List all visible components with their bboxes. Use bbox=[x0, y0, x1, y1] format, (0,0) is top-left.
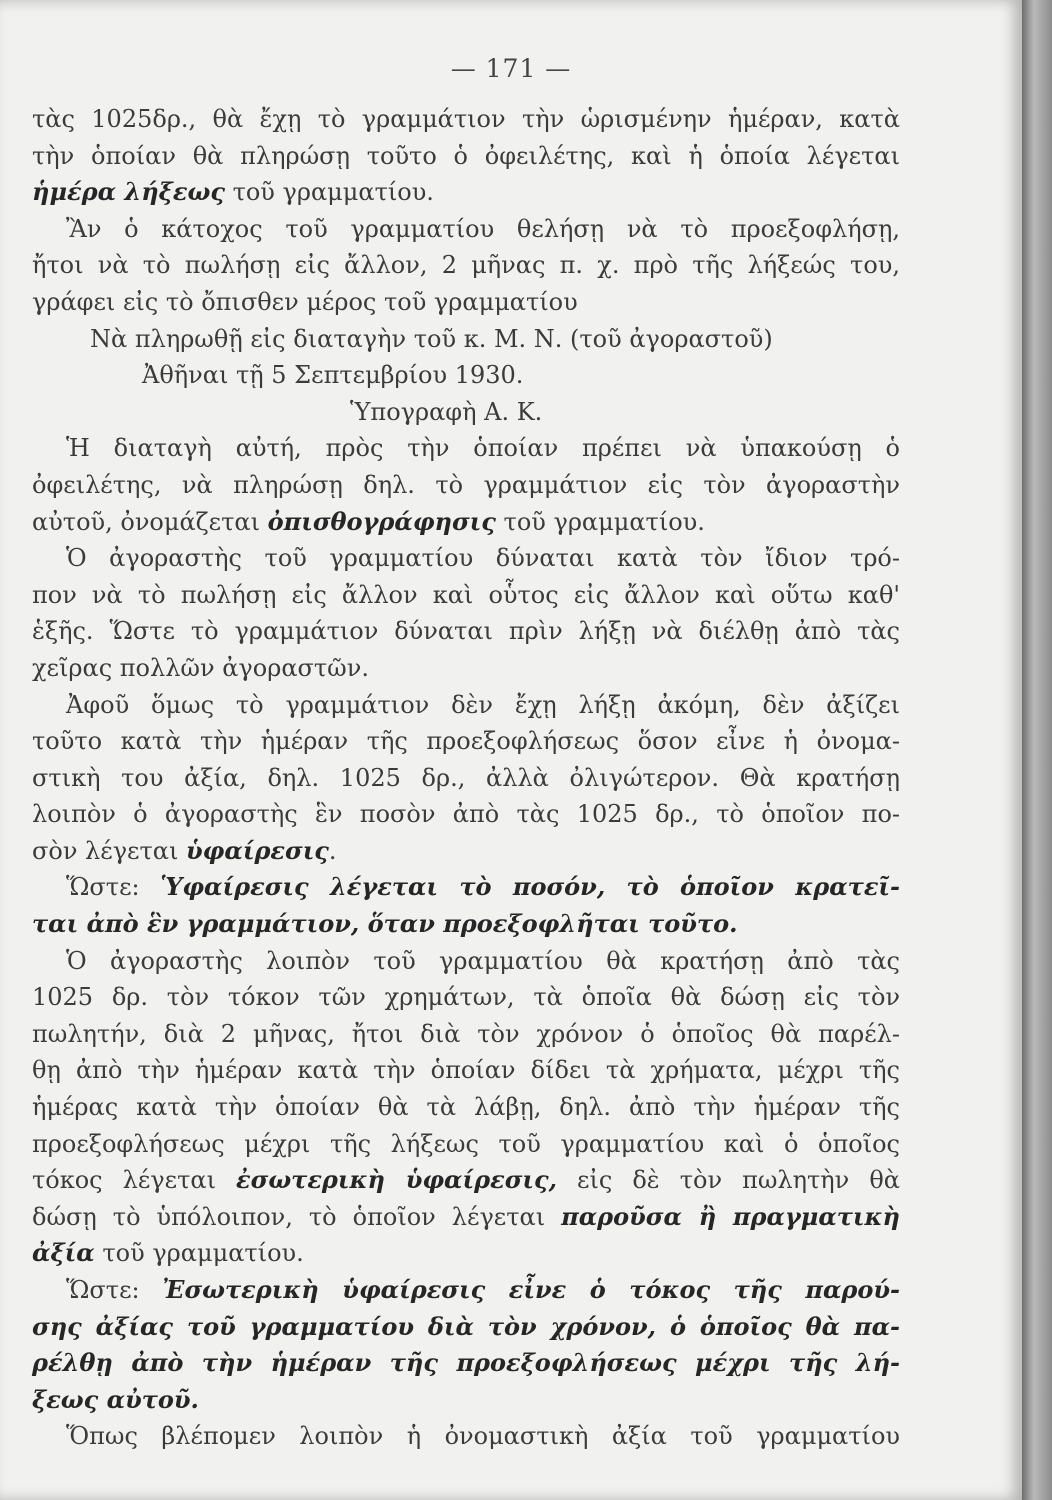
line-text: 1025 δρ. τὸν τόκον τῶν χρημάτων, τὰ ὁποῖα θὰ δώσῃ εἰς τὸν bbox=[32, 983, 900, 1012]
line-text: τοῦτο κατὰ τὴν ἡμέραν τῆς προεξοφλήσεως ὅσον εἶνε ἡ ὀνομα- bbox=[32, 727, 900, 756]
text-line bbox=[32, 540, 900, 577]
line-text: πον νὰ τὸ πωλήσῃ εἰς ἄλλον καὶ οὗτος εἰς ἄλλον καὶ οὕτω καθ' bbox=[32, 580, 900, 609]
line-text: Ἀθῆναι τῇ 5 Σεπτεμβρίου 1930. bbox=[142, 361, 524, 390]
text-line bbox=[32, 1309, 900, 1346]
text-line bbox=[32, 1382, 900, 1419]
line-text: τοῦ γραμματίου. bbox=[224, 178, 434, 207]
text-line bbox=[32, 357, 900, 394]
emphasis-text: σης ἀξίας τοῦ γραμματίου διὰ τὸν χρόνον, ὁ ὁποῖος θὰ πα- bbox=[32, 1311, 900, 1341]
text-line bbox=[32, 943, 900, 980]
text-line bbox=[32, 760, 900, 797]
line-text: Ὅπως βλέπομεν λοιπὸν ἡ ὀνομαστικὴ ἀξία τοῦ γραμματίου bbox=[66, 1422, 900, 1451]
line-text: αὐτοῦ, ὀνομάζεται bbox=[32, 507, 268, 536]
line-text: ὀφειλέτης, νὰ πληρώσῃ δηλ. τὸ γραμμάτιον εἰς τὸν ἀγοραστὴν bbox=[32, 470, 900, 499]
line-text: τὴν ὁποίαν θὰ πληρώσῃ τοῦτο ὁ ὀφειλέτης, καὶ ἡ ὁποία λέγεται bbox=[32, 141, 900, 170]
emphasis-text: ὑφαίρεσις bbox=[186, 835, 329, 865]
text-line bbox=[32, 723, 900, 760]
emphasis-text: ται ἀπὸ ἓν γραμμάτιον, ὅταν προεξοφλῆται τοῦτο. bbox=[32, 909, 738, 939]
text-line bbox=[32, 1162, 900, 1199]
text-line bbox=[32, 906, 900, 943]
text-line bbox=[32, 833, 900, 870]
line-text: Ὥστε: bbox=[66, 873, 161, 902]
line-text: Ἂν ὁ κάτοχος τοῦ γραμματίου θελήσῃ νὰ τὸ προεξοφλήσῃ, bbox=[66, 214, 900, 243]
line-text: Ὁ ἀγοραστὴς τοῦ γραμματίου δύναται κατὰ τὸν ἴδιον τρό- bbox=[66, 544, 900, 573]
text-line bbox=[32, 687, 900, 724]
page-number: — 171 — bbox=[450, 54, 572, 83]
line-text: Ἡ διαταγὴ αὐτή, πρὸς τὴν ὁποίαν πρέπει νὰ ὑπακούσῃ ὁ bbox=[66, 434, 900, 463]
emphasis-text: ἀξία bbox=[32, 1238, 95, 1268]
line-text: σὸν λέγεται bbox=[32, 836, 186, 865]
line-text: ἑξῆς. Ὥστε τὸ γραμμάτιον δύναται πρὶν λήξῃ νὰ διέλθῃ ἀπὸ τὰς bbox=[32, 617, 900, 646]
text-line bbox=[32, 577, 900, 614]
line-text: προεξοφλήσεως μέχρι τῆς λήξεως τοῦ γραμματίου καὶ ὁ ὁποῖος bbox=[32, 1129, 900, 1158]
line-text: εἰς δὲ τὸν πωλητὴν θὰ bbox=[556, 1166, 900, 1195]
text-line bbox=[32, 869, 900, 906]
emphasis-text: ἐσωτερικὴ ὑφαίρεσις, bbox=[236, 1165, 557, 1195]
text-line bbox=[32, 1235, 900, 1272]
text-line bbox=[32, 1052, 900, 1089]
body-text bbox=[32, 101, 900, 1455]
page-edge bbox=[1022, 0, 1052, 1500]
text-line bbox=[32, 211, 900, 248]
text-line bbox=[32, 1199, 900, 1236]
text-line bbox=[32, 321, 900, 358]
emphasis-text: Ἐσωτερικὴ ὑφαίρεσις εἶνε ὁ τόκος τῆς παρού- bbox=[162, 1275, 900, 1304]
text-line bbox=[32, 247, 900, 284]
emphasis-text: ὀπισθογράφησις bbox=[267, 506, 496, 536]
emphasis-text: ἡμέρα λήξεως bbox=[32, 177, 225, 207]
line-text: ἤτοι νὰ τὸ πωλήσῃ εἰς ἄλλον, 2 μῆνας π. χ. πρὸ τῆς λήξεώς του, bbox=[32, 251, 900, 280]
emphasis-text: Ὑφαίρεσις λέγεται τὸ ποσόν, τὸ ὁποῖον κρατεῖ- bbox=[160, 872, 900, 902]
line-text: ἡμέρας κατὰ τὴν ὁποίαν θὰ τὰ λάβῃ, δηλ. ἀπὸ τὴν ἡμέραν τῆς bbox=[32, 1093, 900, 1122]
text-line bbox=[32, 394, 900, 431]
line-text: στικὴ του ἀξία, δηλ. 1025 δρ., ἀλλὰ ὀλιγώτερον. Θὰ κρατήσῃ bbox=[32, 763, 900, 792]
text-line bbox=[32, 1089, 900, 1126]
text-line bbox=[32, 796, 900, 833]
line-text: Ἀφοῦ ὅμως τὸ γραμμάτιον δὲν ἔχῃ λήξῃ ἀκόμη, δὲν ἀξίζει bbox=[66, 690, 900, 719]
line-text: τὰς 1025δρ., θὰ ἔχῃ τὸ γραμμάτιον τὴν ὡρισμένην ἡμέραν, κατὰ bbox=[32, 105, 900, 133]
line-text: Ὥστε: bbox=[66, 1276, 163, 1304]
line-text: γράφει εἰς τὸ ὄπισθεν μέρος τοῦ γραμματίου bbox=[32, 287, 578, 316]
text-line bbox=[32, 467, 900, 504]
line-text: Νὰ πληρωθῇ εἰς διαταγὴν τοῦ κ. Μ. Ν. (τοῦ ἀγοραστοῦ) bbox=[90, 324, 773, 353]
line-text: χεῖρας πολλῶν ἀγοραστῶν. bbox=[32, 653, 369, 682]
line-text: . bbox=[328, 836, 337, 865]
line-text: θῃ ἀπὸ τὴν ἡμέραν κατὰ τὴν ὁποίαν δίδει τὰ χρήματα, μέχρι τῆς bbox=[32, 1056, 900, 1085]
text-line bbox=[32, 650, 900, 687]
text-line bbox=[32, 979, 900, 1016]
text-line bbox=[32, 284, 900, 321]
line-text: τοῦ γραμματίου. bbox=[94, 1239, 304, 1268]
text-line bbox=[32, 504, 900, 541]
line-text: Ὁ ἀγοραστὴς λοιπὸν τοῦ γραμματίου θὰ κρατήσῃ ἀπὸ τὰς bbox=[66, 946, 900, 975]
emphasis-text: ρέλθῃ ἀπὸ τὴν ἡμέραν τῆς προεξοφλήσεως μέχρι τῆς λή- bbox=[32, 1348, 900, 1378]
line-text: δώσῃ τὸ ὑπόλοιπον, τὸ ὁποῖον λέγεται bbox=[32, 1202, 562, 1231]
line-text: λοιπὸν ὁ ἀγοραστὴς ἓν ποσὸν ἀπὸ τὰς 1025 δρ., τὸ ὁποῖον πο- bbox=[32, 800, 900, 829]
text-line bbox=[32, 1126, 900, 1163]
text-line bbox=[32, 430, 900, 467]
line-text: πωλητήν, διὰ 2 μῆνας, ἤτοι διὰ τὸν χρόνον ὁ ὁποῖος θὰ παρέλ- bbox=[32, 1019, 900, 1048]
text-line bbox=[32, 138, 900, 175]
line-text: τοῦ γραμματίου. bbox=[495, 507, 705, 536]
text-line bbox=[32, 1016, 900, 1053]
line-text: Ὑπογραφὴ Α. Κ. bbox=[350, 397, 543, 426]
emphasis-text: ξεως αὐτοῦ. bbox=[32, 1384, 199, 1414]
line-text: τόκος λέγεται bbox=[32, 1166, 237, 1195]
emphasis-text: παροῦσα ἢ πραγματικὴ bbox=[561, 1201, 900, 1231]
text-line bbox=[32, 101, 900, 138]
text-line bbox=[32, 1272, 900, 1309]
text-line bbox=[32, 1418, 900, 1455]
text-line bbox=[32, 1345, 900, 1382]
text-line bbox=[32, 613, 900, 650]
text-line bbox=[32, 174, 900, 211]
